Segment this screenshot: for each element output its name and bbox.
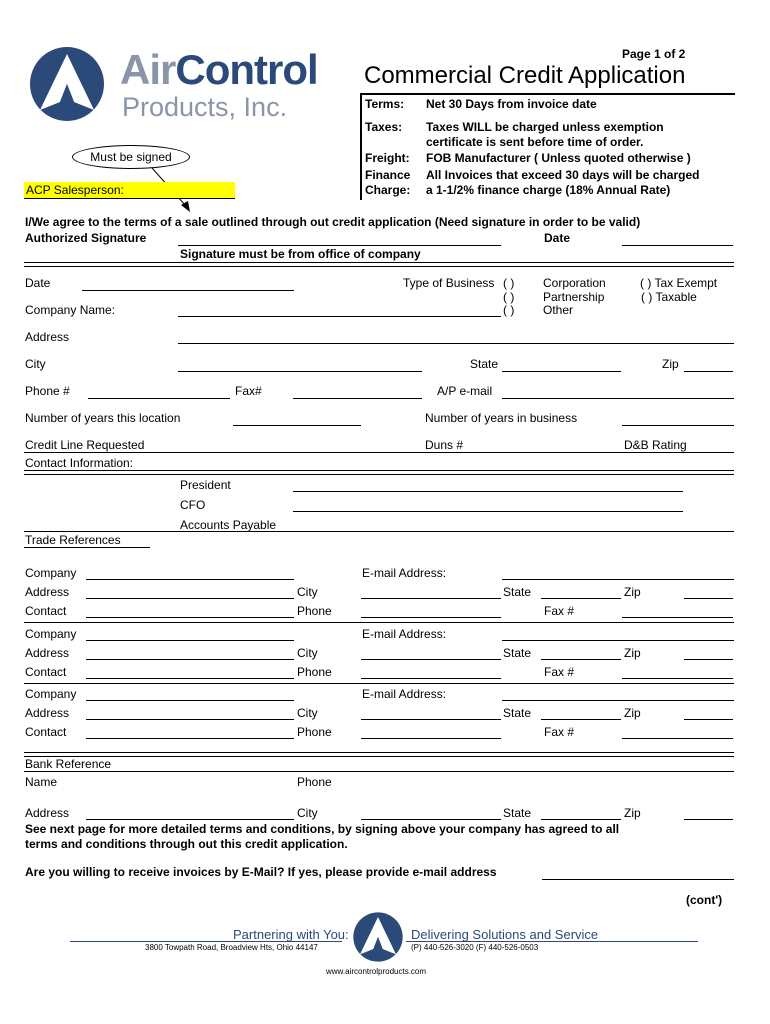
ref-email-field[interactable] — [502, 579, 734, 580]
taxes-value: Taxes WILL be charged unless exemption — [426, 120, 664, 134]
finance-label: Finance — [365, 168, 411, 182]
ap-email-label: A/P e-mail — [437, 384, 493, 398]
ref-zip-field[interactable] — [684, 719, 733, 720]
checkbox-taxable[interactable]: ( ) Taxable — [641, 290, 697, 304]
divider — [24, 683, 734, 684]
trade-reference-1 — [0, 566, 770, 626]
president-field[interactable] — [293, 491, 683, 492]
ref-address-label: Address — [25, 585, 70, 599]
finance-value: All Invoices that exceed 30 days will be charged — [426, 168, 700, 182]
ref-state-label: State — [503, 646, 532, 660]
ref-state-field[interactable] — [541, 598, 621, 599]
ref-company-field[interactable] — [86, 700, 294, 701]
business-type-corporation: Corporation — [543, 276, 606, 290]
divider — [24, 470, 734, 475]
footer — [0, 905, 770, 980]
ref-zip-field[interactable] — [684, 598, 733, 599]
signature-field[interactable] — [178, 245, 501, 246]
ref-contact-label: Contact — [25, 725, 67, 739]
cfo-field[interactable] — [293, 511, 683, 512]
phone-field[interactable] — [88, 398, 230, 399]
ref-contact-field[interactable] — [86, 678, 294, 679]
charge-label: Charge: — [365, 183, 411, 197]
page-number: Page 1 of 2 — [622, 47, 686, 61]
bank-address-label: Address — [25, 806, 70, 820]
footer-website[interactable]: www.aircontrolproducts.com — [326, 967, 427, 976]
divider — [24, 531, 734, 532]
company-logo — [22, 44, 362, 124]
see-next-page-text: See next page for more detailed terms and conditions, by signing above your company has agreed to all terms and conditions through out this credit application. — [25, 822, 620, 851]
agreement-text: I/We agree to the terms of a sale outlined through out credit application (Need signature in order to be valid) — [25, 215, 641, 229]
bank-city-field[interactable] — [361, 819, 501, 820]
checkbox-corporation[interactable]: ( ) — [503, 276, 515, 290]
ref-email-field[interactable] — [502, 700, 734, 701]
ref-address-field[interactable] — [86, 598, 294, 599]
date-field[interactable] — [82, 290, 294, 291]
ref-company-field[interactable] — [86, 640, 294, 641]
footer-logo-icon — [348, 909, 408, 965]
ref-email-label: E-mail Address: — [362, 687, 447, 701]
ref-contact-label: Contact — [25, 665, 67, 679]
fax-label: Fax# — [235, 384, 262, 398]
ref-phone-field[interactable] — [361, 617, 501, 618]
logo-text-control: Control — [175, 46, 318, 93]
contact-president-label: President — [180, 478, 231, 492]
terms-box — [360, 93, 735, 200]
ref-fax-field[interactable] — [622, 678, 733, 679]
footer-delivering: Delivering Solutions and Service — [411, 927, 599, 942]
footer-phone-fax: (P) 440-526-3020 (F) 440-526-0503 — [411, 943, 539, 952]
page-title: Commercial Credit Application — [364, 62, 686, 89]
years-location-field[interactable] — [233, 425, 361, 426]
divider — [24, 547, 150, 548]
divider — [24, 262, 734, 267]
ref-fax-field[interactable] — [622, 738, 733, 739]
freight-label: Freight: — [365, 151, 410, 165]
footer-divider — [406, 941, 698, 942]
ref-email-field[interactable] — [502, 640, 734, 641]
invoice-email-field[interactable] — [542, 879, 734, 880]
ref-state-field[interactable] — [541, 659, 621, 660]
taxes-value-2: certificate is sent before time of order. — [426, 135, 644, 149]
checkbox-tax-exempt[interactable]: ( ) Tax Exempt — [640, 276, 718, 290]
footer-divider — [70, 941, 342, 942]
ref-zip-field[interactable] — [684, 659, 733, 660]
agreement-date-field[interactable] — [622, 245, 733, 246]
divider — [24, 622, 734, 623]
company-name-label: Company Name: — [25, 303, 116, 317]
city-field[interactable] — [178, 371, 422, 372]
logo-text-products: Products, Inc. — [122, 92, 288, 122]
ref-address-label: Address — [25, 706, 70, 720]
fax-field[interactable] — [293, 398, 422, 399]
business-type-partnership: Partnership — [543, 290, 605, 304]
ref-company-field[interactable] — [86, 579, 294, 580]
ref-address-field[interactable] — [86, 659, 294, 660]
footer-address: 3800 Towpath Road, Broadview Hts, Ohio 44147 — [145, 943, 318, 952]
db-rating-label: D&B Rating — [624, 438, 687, 452]
ref-phone-field[interactable] — [361, 678, 501, 679]
trade-references-title: Trade References — [25, 533, 121, 547]
checkbox-other[interactable]: ( ) — [503, 303, 515, 317]
footer-partnering: Partnering with You: — [233, 927, 349, 942]
ref-fax-label: Fax # — [544, 665, 575, 679]
salesperson-label: ACP Salesperson: — [24, 182, 235, 199]
ref-city-field[interactable] — [361, 719, 501, 720]
ref-city-field[interactable] — [361, 659, 501, 660]
terms-value: Net 30 Days from invoice date — [426, 97, 597, 111]
bank-reference-title: Bank Reference — [25, 757, 112, 771]
authorized-signature-label: Authorized Signature — [25, 231, 147, 245]
ref-company-label: Company — [25, 566, 77, 580]
trade-reference-3 — [0, 687, 770, 747]
state-field[interactable] — [502, 371, 621, 372]
ref-city-field[interactable] — [361, 598, 501, 599]
type-of-business-label: Type of Business — [403, 276, 495, 290]
divider — [24, 771, 734, 772]
ref-contact-field[interactable] — [86, 617, 294, 618]
ref-fax-label: Fax # — [544, 604, 575, 618]
ref-phone-label: Phone — [297, 725, 332, 739]
must-be-signed-bubble: Must be signed — [72, 145, 190, 169]
address-label: Address — [25, 330, 70, 344]
ref-state-label: State — [503, 706, 532, 720]
years-business-field[interactable] — [622, 425, 734, 426]
contact-ap-label: Accounts Payable — [180, 518, 277, 532]
contact-cfo-label: CFO — [180, 498, 206, 512]
logo-text-air: Air — [120, 46, 176, 93]
years-location-label: Number of years this location — [25, 411, 181, 425]
invoice-email-question: Are you willing to receive invoices by E-Mail? If yes, please provide e-mail address — [25, 865, 497, 879]
divider — [24, 752, 734, 757]
ref-contact-label: Contact — [25, 604, 67, 618]
ref-city-label: City — [297, 585, 318, 599]
ref-city-label: City — [297, 646, 318, 660]
ref-email-label: E-mail Address: — [362, 566, 447, 580]
ref-zip-label: Zip — [624, 646, 641, 660]
ref-city-label: City — [297, 706, 318, 720]
ref-state-label: State — [503, 585, 532, 599]
credit-line-label: Credit Line Requested — [25, 438, 145, 452]
bank-state-label: State — [503, 806, 532, 820]
contact-info-label: Contact Information: — [25, 456, 134, 470]
address-field[interactable] — [178, 343, 734, 344]
ref-phone-label: Phone — [297, 665, 332, 679]
divider — [24, 452, 734, 453]
bank-zip-label: Zip — [624, 806, 641, 820]
finance-value-2: a 1-1/2% finance charge (18% Annual Rate) — [426, 183, 671, 197]
years-business-label: Number of years in business — [425, 411, 578, 425]
city-label: City — [25, 357, 46, 371]
ref-email-label: E-mail Address: — [362, 627, 447, 641]
terms-label: Terms: — [365, 97, 405, 111]
ref-phone-label: Phone — [297, 604, 332, 618]
ref-fax-field[interactable] — [622, 617, 733, 618]
agreement-date-label: Date — [544, 231, 571, 245]
state-label: State — [470, 357, 499, 371]
business-type-other: Other — [543, 303, 574, 317]
ref-zip-label: Zip — [624, 585, 641, 599]
ref-zip-label: Zip — [624, 706, 641, 720]
ref-phone-field[interactable] — [361, 738, 501, 739]
duns-label: Duns # — [425, 438, 464, 452]
ref-fax-label: Fax # — [544, 725, 575, 739]
ref-company-label: Company — [25, 627, 77, 641]
bank-state-field[interactable] — [541, 819, 621, 820]
bank-address-field[interactable] — [86, 819, 294, 820]
logo-emblem-icon — [22, 44, 112, 124]
taxes-label: Taxes: — [365, 120, 403, 134]
zip-field[interactable] — [684, 371, 733, 372]
company-name-field[interactable] — [178, 316, 501, 317]
ref-state-field[interactable] — [541, 719, 621, 720]
ap-email-field[interactable] — [502, 398, 734, 399]
bank-phone-label: Phone — [297, 775, 332, 789]
trade-reference-2 — [0, 627, 770, 687]
ref-company-label: Company — [25, 687, 77, 701]
zip-label: Zip — [662, 357, 679, 371]
checkbox-partnership[interactable]: ( ) — [503, 290, 515, 304]
bank-name-label: Name — [25, 775, 58, 789]
freight-value: FOB Manufacturer ( Unless quoted otherwise ) — [426, 151, 691, 165]
signature-note: Signature must be from office of company — [180, 247, 421, 261]
ref-address-label: Address — [25, 646, 70, 660]
continued-label: (cont') — [686, 893, 723, 907]
date-label: Date — [25, 276, 51, 290]
bank-city-label: City — [297, 806, 318, 820]
phone-label: Phone # — [25, 384, 70, 398]
ref-address-field[interactable] — [86, 719, 294, 720]
ref-contact-field[interactable] — [86, 738, 294, 739]
bank-zip-field[interactable] — [684, 819, 733, 820]
